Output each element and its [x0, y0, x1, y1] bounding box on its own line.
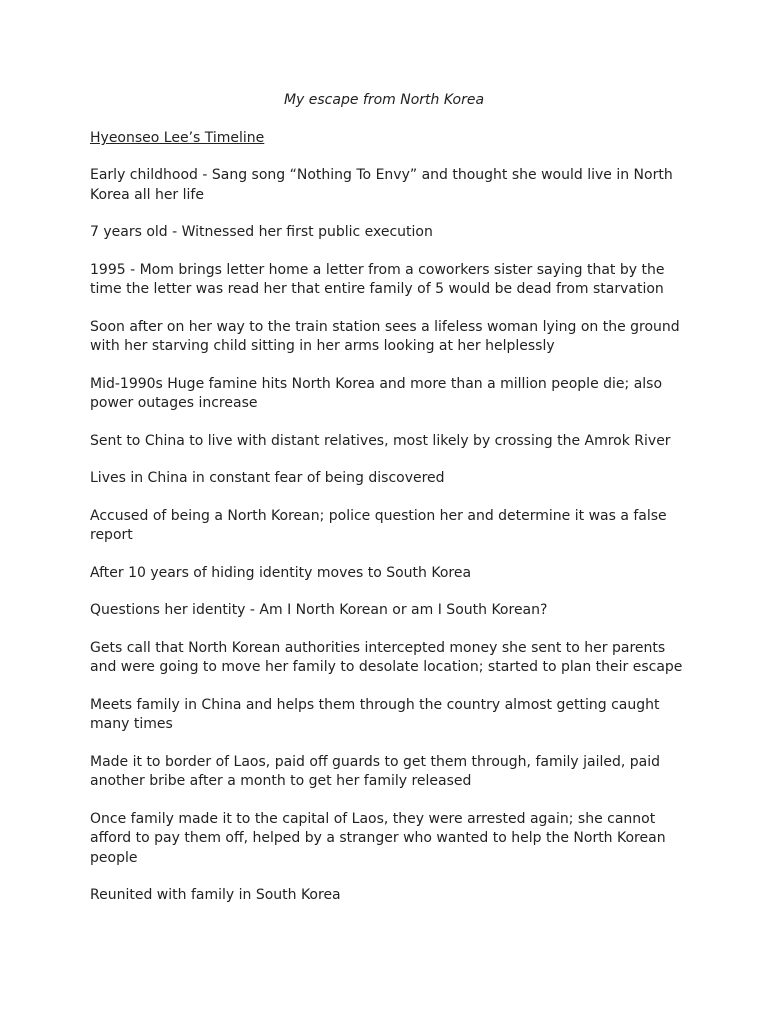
timeline-list [90, 166, 690, 924]
timeline-heading: Hyeonseo Lee’s Timeline [90, 130, 265, 146]
document-title: My escape from North Korea [283, 92, 485, 108]
timeline-entry: Reunited with family in South Korea [90, 887, 341, 903]
timeline-entry: Made it to border of Laos, paid off guards to get them through, family jailed, paid another bribe after a month to get her family released [90, 753, 660, 789]
timeline-entry: 1995 - Mom brings letter home a letter from a coworkers sister saying that by the time the letter was read her that entire family of 5 would be dead from starvation [90, 261, 665, 297]
timeline-entry: Once family made it to the capital of Laos, they were arrested again; she cannot afford to pay them off, helped by a stranger who wanted to help the North Korean people [90, 810, 666, 866]
timeline-entry: 7 years old - Witnessed her first public execution [90, 224, 433, 240]
timeline-entry: Questions her identity - Am I North Korean or am I South Korean? [90, 602, 548, 618]
timeline-entry: Accused of being a North Korean; police question her and determine it was a false report [90, 507, 667, 543]
timeline-entry: Gets call that North Korean authorities intercepted money she sent to her parents and were going to move her family to desolate location; started to plan their escape [90, 639, 683, 675]
timeline-entry: Meets family in China and helps them through the country almost getting caught many times [90, 696, 660, 732]
timeline-entry: Sent to China to live with distant relatives, most likely by crossing the Amrok River [90, 432, 671, 449]
timeline-entry: After 10 years of hiding identity moves to South Korea [90, 564, 472, 581]
timeline-entry: Early childhood - Sang song “Nothing To Envy” and thought she would live in North Korea all her life [90, 167, 673, 203]
timeline-entry: Lives in China in constant fear of being discovered [90, 470, 445, 486]
timeline-entry: Soon after on her way to the train station sees a lifeless woman lying on the ground with her starving child sitting in her arms looking at her helplessly [90, 318, 680, 354]
timeline-entry: Mid-1990s Huge famine hits North Korea and more than a million people die; also power outages increase [90, 375, 663, 411]
